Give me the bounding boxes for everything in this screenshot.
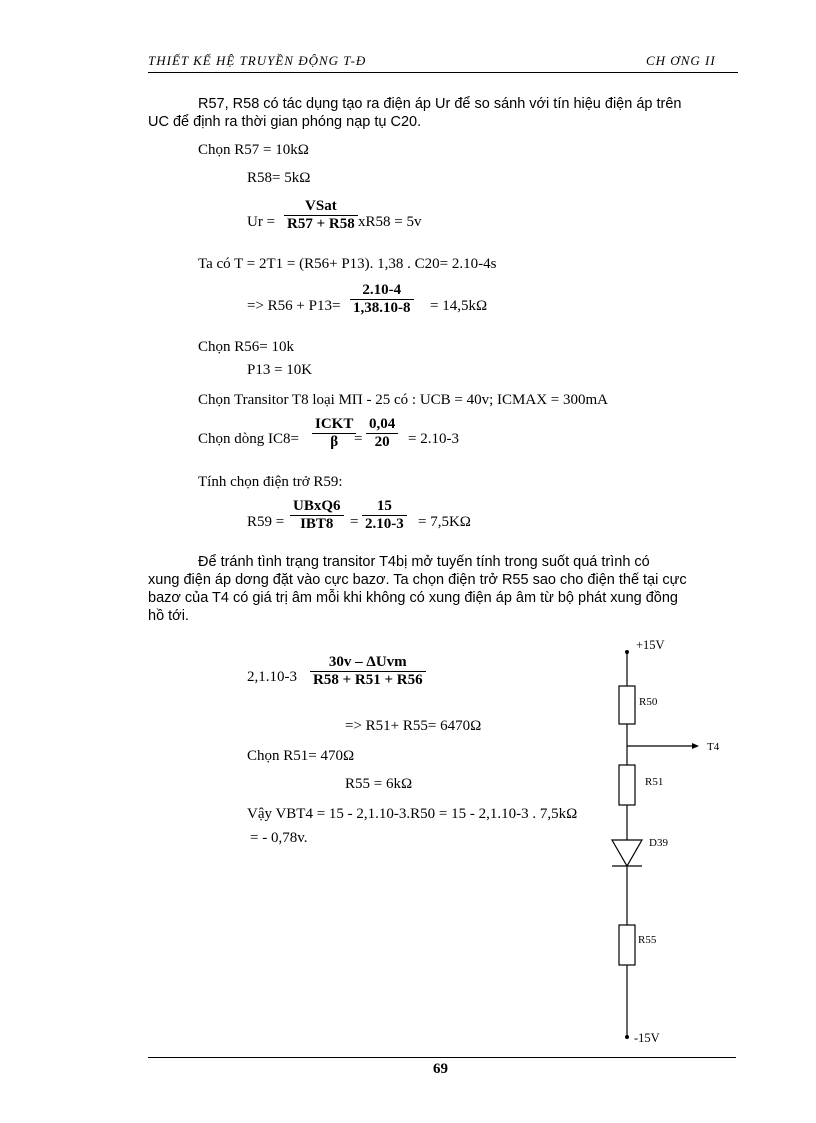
r59-denominator-2: 2.10-3	[365, 516, 404, 532]
vbt4-equation: Vậy VBT4 = 15 - 2,1.10-3.R50 = 15 - 2,1.10-3 . 7,5kΩ	[247, 806, 578, 822]
r59-numerator-1: UBxQ6	[290, 498, 344, 516]
ic8-denominator-1: β	[330, 434, 339, 450]
label-minus15v: -15V	[634, 1031, 660, 1045]
r58-value: R58= 5kΩ	[247, 170, 311, 186]
resistor-r55	[619, 925, 635, 965]
r59-rhs: = 7,5KΩ	[418, 514, 471, 530]
ur-denominator: R57 + R58	[287, 216, 355, 232]
ic8-lhs: Chọn dòng IC8=	[198, 431, 299, 447]
r59-lhs: R59 =	[247, 514, 285, 530]
label-plus15v: +15V	[636, 638, 665, 652]
calc-numerator: 30v – ΔUvm	[310, 654, 426, 672]
para-line-4: hồ tới.	[148, 608, 189, 624]
r56p13-fraction	[350, 282, 414, 317]
ur-lhs: Ur =	[247, 214, 276, 230]
transistor-choice: Chọn Transitor T8 loại MΠ - 25 có : UCB = 40v; ICMAX = 300mA	[198, 392, 608, 408]
resistor-r50	[619, 686, 635, 724]
ic8-fraction-2	[366, 416, 398, 451]
page-number: 69	[433, 1061, 448, 1077]
ic8-numerator-1: ICKT	[312, 416, 356, 434]
label-r50: R50	[639, 696, 658, 708]
ur-rhs: xR58 = 5v	[358, 214, 422, 230]
ur-numerator: VSat	[284, 198, 358, 216]
ic8-numerator-2: 0,04	[366, 416, 398, 434]
calc-lhs: 2,1.10-3	[247, 669, 297, 685]
r59-intro: Tính chọn điện trở R59:	[198, 474, 343, 490]
terminal-plus15	[625, 650, 629, 654]
header-rule	[148, 72, 738, 73]
calc-fraction	[310, 654, 426, 689]
r56p13-denominator: 1,38.10-8	[353, 300, 411, 316]
terminal-minus15	[625, 1035, 629, 1039]
r59-denominator-1: IBT8	[300, 516, 334, 532]
period-equation: Ta có T = 2T1 = (R56+ P13). 1,38 . C20= 2.10-4s	[198, 256, 497, 272]
resistor-r51	[619, 765, 635, 805]
arrow-t4-icon	[692, 743, 699, 749]
r59-equals: =	[350, 514, 359, 530]
choose-r57: Chọn R57 = 10kΩ	[198, 142, 309, 158]
label-r51: R51	[645, 776, 664, 788]
r59-numerator-2: 15	[362, 498, 407, 516]
choose-r56: Chọn R56= 10k	[198, 339, 294, 355]
r51-r55-sum: => R51+ R55= 6470Ω	[345, 718, 482, 734]
diode-d39-body	[612, 840, 642, 866]
choose-r51: Chọn R51= 470Ω	[247, 748, 355, 764]
r55-value: R55 = 6kΩ	[345, 776, 413, 792]
running-header-chapter: CH ƠNG II	[646, 53, 716, 68]
intro-line-2: UC để định ra thời gian phóng nạp tụ C20.	[148, 114, 422, 130]
r56p13-numerator: 2.10-4	[350, 282, 414, 300]
ic8-equals: =	[354, 431, 363, 447]
p13-value: P13 = 10K	[247, 362, 313, 378]
label-t4: T4	[707, 741, 720, 753]
calc-denominator: R58 + R51 + R56	[313, 672, 423, 688]
ic8-denominator-2: 20	[374, 434, 390, 450]
r56p13-rhs: = 14,5kΩ	[430, 298, 488, 314]
para-line-1: Để tránh tình trạng transitor T4bị mở tuyến tính trong suốt quá trình có	[198, 554, 650, 570]
label-r55: R55	[638, 934, 657, 946]
para-line-2: xung điện áp dơng đặt vào cực bazơ. Ta chọn điện trở R55 sao cho điện thế tại cực	[148, 572, 687, 588]
para-line-3: bazơ của T4 có giá trị âm mỗi khi không có xung điện áp âm từ bộ phát xung đồng	[148, 590, 678, 606]
ic8-rhs: = 2.10-3	[408, 431, 459, 447]
ur-fraction	[284, 198, 358, 233]
vbt4-result: = - 0,78v.	[250, 830, 308, 846]
r56p13-lhs: => R56 + P13=	[247, 298, 341, 314]
r59-fraction-2	[362, 498, 407, 533]
footer-rule	[148, 1057, 736, 1058]
label-d39: D39	[649, 837, 668, 849]
ic8-fraction-1	[312, 416, 356, 451]
r59-fraction-1	[290, 498, 344, 533]
running-header-title: THIẾT KẾ HỆ TRUYỀN ĐỘNG T-Đ	[148, 53, 367, 68]
intro-line-1: R57, R58 có tác dụng tạo ra điện áp Ur để so sánh với tín hiệu điện áp trên	[198, 96, 682, 112]
